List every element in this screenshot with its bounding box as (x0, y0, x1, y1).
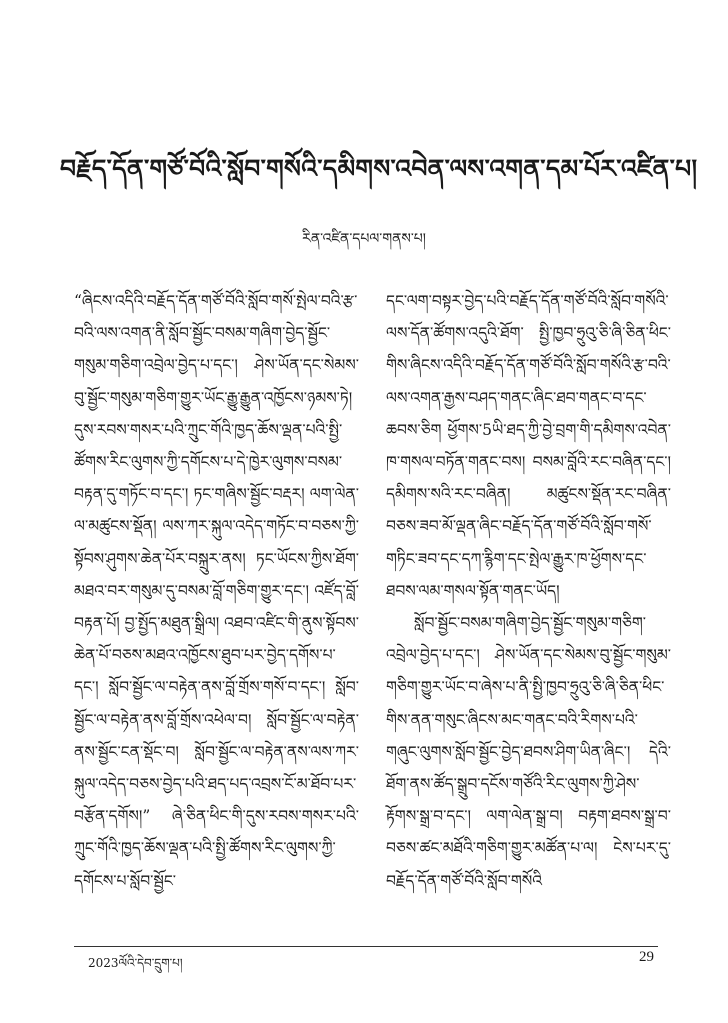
article-title: བརྗོད་དོན་གཙོ་བོའི་སློབ་གསོའི་དམིགས་འབེན་ལས་འགན་དམ་པོར་འཛིན་པ། (60, 154, 698, 183)
article-author: རིན་འཛིན་དཔལ་གནས་པ། (302, 231, 426, 247)
body-paragraph: “ཞིངས་འདིའི་བརྗོད་དོན་གཙོ་བོའི་སློབ་གསོ་སྤེལ་བའི་རྩ་བའི་ལས་འགན་ནི་སློབ་སྦྱོང་བསམ་གཞིག་བྱེད་སྦྱོང་གསུམ་གཅིག་འབྲེལ་བྱེད་པ་དང་། ཤེས་ཡོན་དང་སེམས་བུ་སྦྱོང་གསུམ་གཅིག་གྱུར་ཡོང་རྒྱུ་རྒྱུན་འཁྱོངས་ཉམས་ཏེ། དུས་རབས་གསར་པའི་ཀྲུང་གོའི་ཁྱད་ཆོས་ལྡན་པའི་སྤྱི་ཚོགས་རིང་ལུགས་ཀྱི་དགོངས་པ་དེ་ཁྱེར་ལུགས་བསམ་བརྟན་དུ་གཏོང་བ་དང་། ཏང་གཞིས་སྦྱོང་བརྡར། ལག་ལེན་ལ་མཚུངས་སྡོན། ལས་ཀར་སྐུལ་འདེད་གཏོང་བ་བཅས་ཀྱི་སྟོབས་ཤུགས་ཆེན་པོར་བསྐྲུར་ནས། ཏང་ཡོངས་ཀྱིས་ཐོག་མཐའ་བར་གསུམ་དུ་བསམ་བློ་གཅིག་གྱུར་དང་། འཛོད་བློ་བརྟན་པོ། བྱ་སྤྱོད་མཐུན་སྒྲིལ། འཐབ་འཛིང་གི་ནུས་སྟོབས་ཆེན་པོ་བཅས་མཐའ་འཁྱོངས་ཐུབ་པར་བྱེད་དགོས་པ་དང་། སློབ་སྦྱོང་ལ་བརྟེན་ནས་བློ་གྲོས་གསོ་བ་དང་། སློབ་སྦྱོང་ལ་བརྟེན་ནས་བློ་གྲོས་འཕེལ་བ། སློབ་སྦྱོང་ལ་བརྟེན་ནས་སྦྱོང་ངན་སྡོང་བ། སློབ་སྦྱོང་ལ་བརྟེན་ནས་ལས་ཀར་སྐུལ་འདེད་བཅས་བྱེད་པའི་ཐད་པད་འབྲས་ངོ་མ་ཐོབ་པར་བརྩོན་དགོས།” ཞེ་ཅིན་ཕིང་གི་དུས་རབས་གསར་པའི་ཀྲུང་གོའི་ཁྱད་ཆོས་ལྡན་པའི་སྤྱི་ཚོགས་རིང་ལུགས་ཀྱི་དགོངས་པ་སློབ་སྦྱོང་ (74, 292, 359, 890)
left-column (74, 285, 359, 897)
footer-rule (74, 946, 658, 947)
page-number: 29 (639, 949, 654, 965)
body-paragraph: སློབ་སྦྱོང་བསམ་གཞིག་བྱེད་སྦྱོང་གསུམ་གཅིག་འབྲེལ་བྱེད་པ་དང་། ཤེས་ཡོན་དང་སེམས་བུ་སྦྱོང་གསུམ་གཅིག་གྱུར་ཡོང་བ་ཞེས་པ་ནི་སྤྱི་ཁྱབ་ཧྲུའུ་ཅི་ཞི་ཅིན་ཕིང་གིས་ནན་གསུང་ཞིངས་མང་གནང་བའི་རིགས་པའི་གཞུང་ལུགས་སློབ་སྦྱོང་བྱེད་ཐབས་ཤིག་ཡིན་ཞིང་། དེའི་ཐོག་ནས་ཚོད་སྒྲུབ་དངོས་གཙོའི་རིང་ལུགས་ཀྱི་ཤེས་རྟོགས་སྒྲ་བ་དང་། ལག་ལེན་སྒྲ་བ། བརྟག་ཐབས་སྒྲ་བ་བཅས་ཚང་མཐོའི་གཅིག་གྱུར་མཚོན་པ་ལ། ངེས་པར་དུ་བརྗོད་དོན་གཙོ་བོའི་སློབ་གསོའི (386, 614, 671, 890)
right-column (386, 285, 671, 897)
issue-label: 2023ལོའི་དེབ་དྲུག་པ། (88, 956, 183, 970)
body-paragraph: དང་ལག་བསྟར་བྱེད་པའི་བརྗོད་དོན་གཙོ་བོའི་སློབ་གསོའི་ལས་དོན་ཚོགས་འདུའི་ཐོག་ སྤྱི་ཁྱབ་ཧྲུའུ་ཅི་ཞི་ཅིན་ཕིང་གིས་ཞིངས་འདིའི་བརྗོད་དོན་གཙོ་བོའི་སློབ་གསོའི་རྩ་བའི་ལས་འགན་རྒྱས་བཤད་གནང་ཞིང་ཐབ་གནང་བ་དང་ཆབས་ཅིག ཕྱོགས་5ཡི་ཐད་ཀྱི་བྱེ་བྲག་གི་དམིགས་འབེན་ཁ་གསལ་བཏོན་གནང་བས། བསམ་བློའི་རང་བཞིན་དང་། དམིགས་སའི་རང་བཞིན། མཚུངས་སྡོན་རང་བཞིན་བཅས་ཟབ་མོ་ལྡན་ཞིང་བརྗོད་དོན་གཙོ་བོའི་སློབ་གསོ་གཏིང་ཟབ་དང་དཀ་རྙིག་དང་སྤེལ་རྒྱུར་ཁ་ཕྱོགས་དང་ཐབས་ལམ་གསལ་སྟོན་གནང་ཡོད། (386, 292, 671, 600)
